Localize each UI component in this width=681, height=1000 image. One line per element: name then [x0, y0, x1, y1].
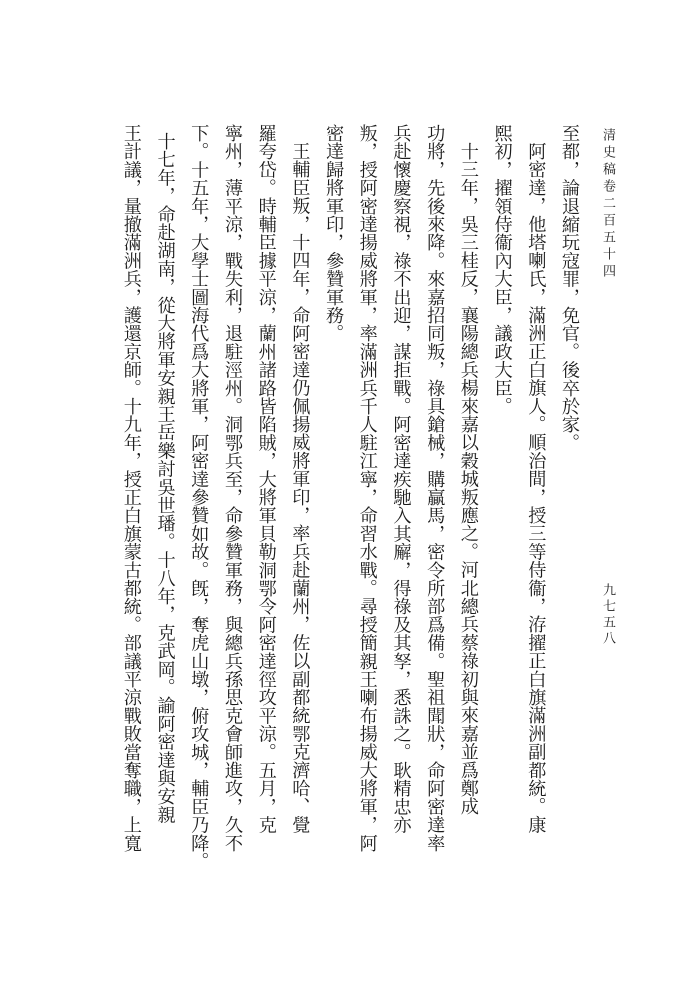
text-column-7: 叛，授阿密達揚威將軍，率滿洲兵千人駐江寧，命習水戰。尋授簡親王喇布揚威大將軍，阿 — [356, 124, 378, 852]
text-column-5: 功將，先後來降。來嘉招同叛，祿具鎗械，購贏馬，密令所部爲備。聖祖聞狀，命阿密達率 — [424, 124, 446, 852]
page-number: 九七五八 — [600, 583, 615, 647]
text-column-14: 王計議，量撤滿洲兵，護還京師。十九年，授正白旗蒙古都統。部議平涼戰敗當奪職，上寬 — [120, 124, 142, 852]
text-column-13: 十七年，命赴湖南，從大將軍安親王岳樂討吳世璠。十八年，克武岡。諭阿密達與安親 — [154, 132, 176, 824]
running-header: 清史稿卷二百五十四 — [600, 128, 615, 281]
text-column-12: 下。十五年，大學士圖海代爲大將軍，阿密達參贊如故。旣，奪虎山墩，俯攻城，輔臣乃降。 — [188, 124, 210, 871]
text-column-10: 羅夸岱。時輔臣據平涼，蘭州諸路皆陷賊，大將軍貝勒洞鄂令阿密達徑攻平涼。五月，克 — [255, 124, 277, 834]
text-column-6: 兵赴懷慶察視，祿不出迎，謀拒戰。阿密達疾馳入其廨，得祿及其孥，悉誅之。耿精忠亦 — [390, 124, 412, 834]
text-column-4: 十三年，吳三桂反，襄陽總兵楊來嘉以穀城叛應之。河北總兵蔡祿初與來嘉並爲鄭成 — [457, 142, 479, 816]
text-column-8: 密達歸將軍印，參贊軍務。 — [323, 124, 345, 343]
text-column-1: 至都，論退縮玩寇罪，免官。後卒於家。 — [559, 124, 580, 452]
text-column-11: 寧州，薄平涼，戰失利，退駐涇州。洞鄂兵至，命參贊軍務，與總兵孫思克會師進攻，久不 — [221, 124, 243, 852]
body-text — [114, 124, 586, 924]
text-column-9: 王輔臣叛，十四年，命阿密達仍佩揚威將軍印，率兵赴蘭州，佐以副都統鄂克濟哈、覺 — [289, 142, 311, 834]
text-column-3: 熙初，擢領侍衞內大臣，議政大臣。 — [491, 124, 513, 416]
text-column-2: 阿密達，他塔喇氏，滿洲正白旗人。順治間，授三等侍衞，洊擢正白旗滿洲副都統。康 — [525, 142, 547, 834]
